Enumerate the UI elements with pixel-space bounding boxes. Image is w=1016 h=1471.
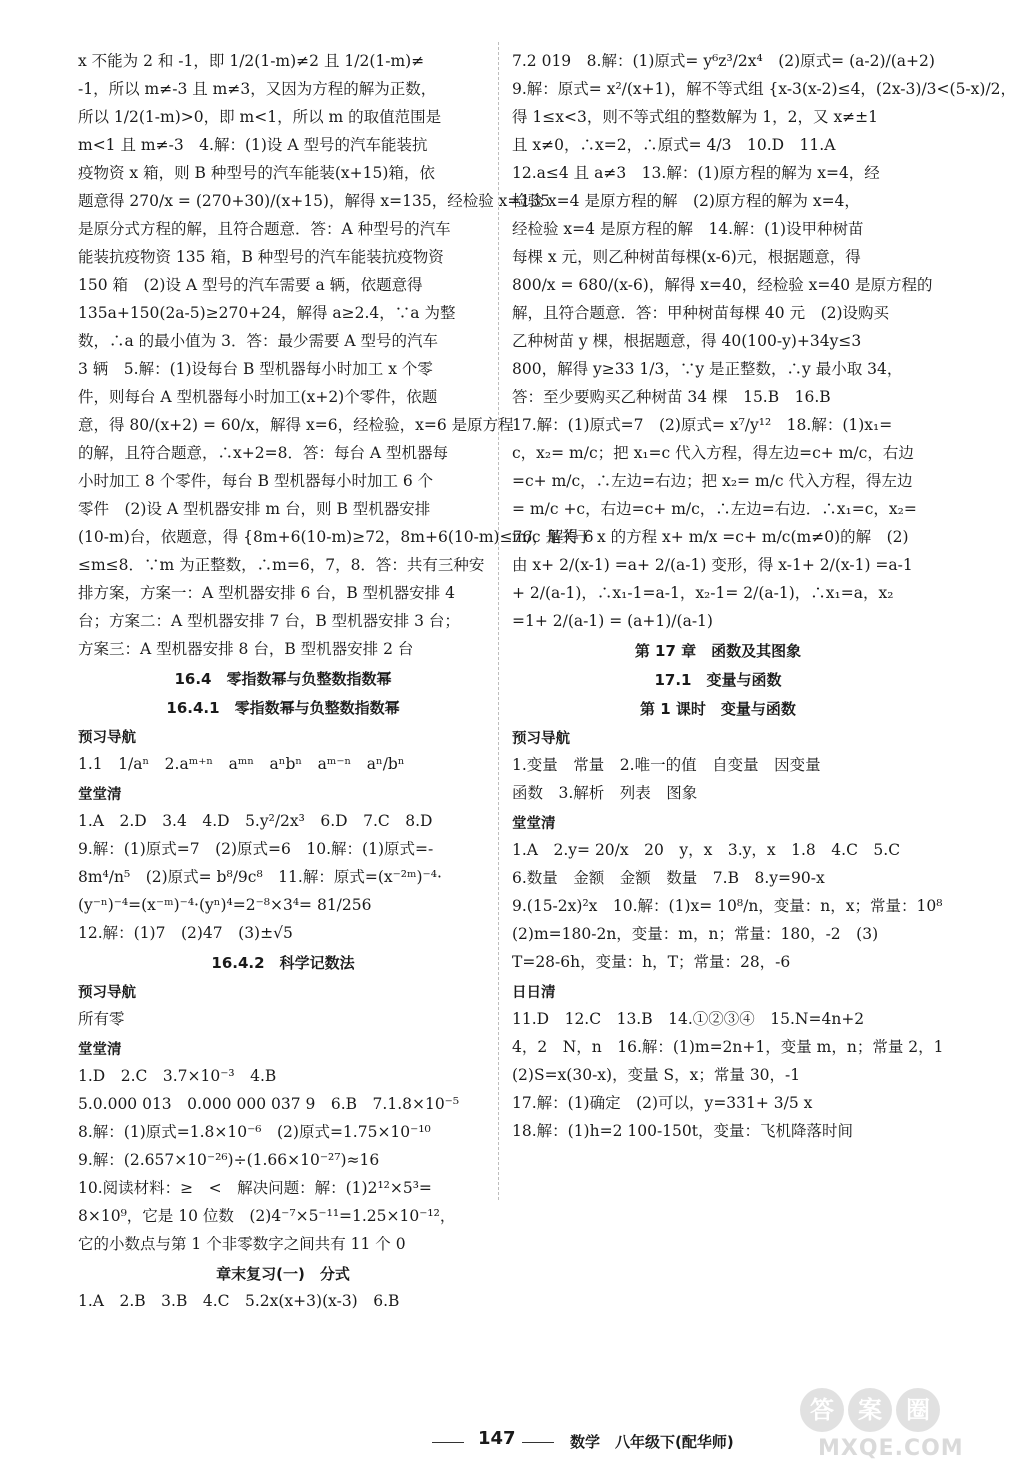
answer-line: 1.A 2.D 3.4 4.D 5.y²/2x³ 6.D 7.C 8.D [78, 812, 433, 830]
answer-line: 12.a≤4 且 a≠3 13.解：(1)原方程的解为 x=4，经 [512, 164, 880, 182]
answer-line: 1.D 2.C 3.7×10⁻³ 4.B [78, 1067, 277, 1085]
answer-line: 18.解：(1)h=2 100-150t，变量：飞机降落时间 [512, 1122, 854, 1140]
answer-line: = m/c +c，右边=c+ m/c，∴左边=右边．∴x₁=c，x₂= [512, 500, 917, 518]
answer-line: 8m⁴/n⁵ (2)原式= b⁸/9c⁸ 11.解：原式=(x⁻²ᵐ)⁻⁴· [78, 868, 442, 886]
answer-line: 的解，且符合题意，∴x+2=8．答：每台 A 型机器每 [78, 444, 448, 462]
answer-line: 8×10⁹，它是 10 位数 (2)4⁻⁷×5⁻¹¹=1.25×10⁻¹²， [78, 1207, 456, 1225]
answer-line: 排方案，方案一：A 型机器安排 6 台，B 型机器安排 4 [78, 584, 455, 602]
answer-line: =1+ 2/(a-1) = (a+1)/(a-1) [512, 612, 713, 630]
answer-line: 9.解：原式= x²/(x+1)，解不等式组 {x-3(x-2)≤4，(2x-3)/3<(5-x)/2， [512, 80, 1016, 98]
subject-label: 数学 八年级下(配华师) [570, 1433, 734, 1451]
section-heading: 16.4.1 零指数幂与负整数指数幂 [166, 699, 400, 717]
answer-line: 9.解：(2.657×10⁻²⁶)÷(1.66×10⁻²⁷)≈16 [78, 1151, 380, 1169]
answer-line: 每棵 x 元，则乙种树苗每棵(x-6)元，根据题意，得 [512, 248, 861, 266]
answer-line: 1.1 1/aⁿ 2.aᵐ⁺ⁿ aᵐⁿ aⁿbⁿ aᵐ⁻ⁿ aⁿ/bⁿ [78, 755, 405, 773]
answer-line: 答：至少要购买乙种树苗 34 棵 15.B 16.B [512, 388, 831, 406]
watermark-badge-3: 圈 [896, 1388, 940, 1432]
answer-line: 是原分式方程的解，且符合题意．答：A 种型号的汽车 [78, 220, 451, 238]
right-column [512, 52, 1016, 1150]
section-heading: 16.4.2 科学记数法 [211, 954, 355, 972]
answer-line: 135a+150(2a-5)≥270+24，解得 a≥2.4，∵a 为整 [78, 304, 456, 322]
answer-line: 12.解：(1)7 (2)47 (3)±√5 [78, 924, 293, 942]
answer-line: 台；方案二：A 型机器安排 7 台，B 型机器安排 3 台； [78, 612, 460, 630]
footer-dash-left [432, 1442, 464, 1443]
answer-line: m<1 且 m≠-3 4.解：(1)设 A 型号的汽车能装抗 [78, 136, 428, 154]
subsection-label: 堂堂清 [78, 787, 122, 803]
watermark-url: MXQE.COM [818, 1436, 964, 1461]
answer-line: 方案三：A 型机器安排 8 台，B 型机器安排 2 台 [78, 640, 414, 658]
section-heading: 第 1 课时 变量与函数 [640, 700, 796, 718]
answer-line: 9.解：(1)原式=7 (2)原式=6 10.解：(1)原式=- [78, 840, 434, 858]
answer-line: (2)S=x(30-x)，变量 S，x；常量 30，-1 [512, 1066, 801, 1084]
answer-line: 11.D 12.C 13.B 14.①②③④ 15.N=4n+2 [512, 1010, 865, 1028]
answer-line: 3 辆 5.解：(1)设每台 B 型机器每小时加工 x 个零 [78, 360, 433, 378]
subsection-label: 预习导航 [512, 731, 570, 747]
answer-line: 1.A 2.B 3.B 4.C 5.2x(x+3)(x-3) 6.B [78, 1292, 400, 1310]
answer-line: 6.数量 金额 金额 数量 7.B 8.y=90-x [512, 869, 825, 887]
answer-line: 9.(15-2x)²x 10.解：(1)x= 10⁸/n，变量：n，x；常量：10⁸ [512, 897, 943, 915]
answer-line: 经检验 x=4 是原方程的解 14.解：(1)设甲种树苗 [512, 220, 864, 238]
watermark-badge-1: 答 [800, 1388, 844, 1432]
answer-line: 150 箱 (2)设 A 型号的汽车需要 a 辆，依题意得 [78, 276, 423, 294]
answer-line: (10-m)台，依题意，得 {8m+6(10-m)≥72，8m+6(10-m)≤76，解得 6 [78, 528, 594, 546]
answer-line: 意，得 80/(x+2) = 60/x，解得 x=6，经检验，x=6 是原方程 [78, 416, 514, 434]
subsection-label: 堂堂清 [78, 1042, 122, 1058]
answer-line: 17.解：(1)确定 (2)可以，y=331+ 3/5 x [512, 1094, 813, 1112]
answer-line: 题意得 270/x = (270+30)/(x+15)，解得 x=135，经检验 x=135 [78, 192, 550, 210]
answer-line: m/c 是关于 x 的方程 x+ m/x =c+ m/c(m≠0)的解 (2) [512, 528, 909, 546]
answer-line: 且 x≠0，∴x=2，∴原式= 4/3 10.D 11.A [512, 136, 836, 154]
answer-line: 小时加工 8 个零件，每台 B 型机器每小时加工 6 个 [78, 472, 434, 490]
section-heading: 第 17 章 函数及其图象 [634, 642, 802, 660]
answer-line: 1.变量 常量 2.唯一的值 自变量 因变量 [512, 756, 821, 774]
answer-line: 7.2 019 8.解：(1)原式= y⁶z³/2x⁴ (2)原式= (a-2)/(a+2) [512, 52, 935, 70]
answer-line: 10.阅读材料：≥ < 解决问题：解：(1)2¹²×5³= [78, 1179, 432, 1197]
answer-line: 解，且符合题意．答：甲种树苗每棵 40 元 (2)设购买 [512, 304, 890, 322]
answer-line: 所以 1/2(1-m)>0，即 m<1，所以 m 的取值范围是 [78, 108, 442, 126]
answer-line: 得 1≤x<3，则不等式组的整数解为 1，2，又 x≠±1 [512, 108, 879, 126]
answer-line: 数，∴a 的最小值为 3．答：最少需要 A 型号的汽车 [78, 332, 439, 350]
answer-line: 它的小数点与第 1 个非零数字之间共有 11 个 0 [78, 1235, 406, 1253]
answer-line: -1，所以 m≠-3 且 m≠3，又因为方程的解为正数， [78, 80, 437, 98]
subsection-label: 预习导航 [78, 730, 136, 746]
page-number: 147 [478, 1428, 516, 1449]
subsection-label: 日日清 [512, 985, 556, 1001]
answer-line: ≤m≤8．∵m 为正整数，∴m=6，7，8．答：共有三种安 [78, 556, 485, 574]
answer-line: 检验 x=4 是原方程的解 (2)原方程的解为 x=4， [512, 192, 860, 210]
section-heading: 章末复习(一) 分式 [216, 1265, 350, 1283]
answer-line: 1.A 2.y= 20/x 20 y，x 3.y，x 1.8 4.C 5.C [512, 841, 901, 859]
watermark-logo [800, 1388, 990, 1468]
answer-line: 疫物资 x 箱，则 B 种型号的汽车能装(x+15)箱，依 [78, 164, 435, 182]
section-heading: 17.1 变量与函数 [654, 671, 782, 689]
right-line-list [512, 52, 1016, 1140]
answer-line: 由 x+ 2/(x-1) =a+ 2/(a-1) 变形，得 x-1+ 2/(x-1) =a-1 [512, 556, 913, 574]
subsection-label: 堂堂清 [512, 816, 556, 832]
answer-line: + 2/(a-1)，∴x₁-1=a-1，x₂-1= 2/(a-1)，∴x₁=a，x₂ [512, 584, 894, 602]
answer-line: 8.解：(1)原式=1.8×10⁻⁶ (2)原式=1.75×10⁻¹⁰ [78, 1123, 431, 1141]
section-heading: 16.4 零指数幂与负整数指数幂 [174, 670, 392, 688]
answer-line: 所有零 [78, 1010, 125, 1028]
answer-line: 乙种树苗 y 棵，根据题意，得 40(100-y)+34y≤3 [512, 332, 862, 350]
answer-line: =c+ m/c，∴左边=右边；把 x₂= m/c 代入方程，得左边 [512, 472, 913, 490]
watermark-badge-2: 案 [848, 1388, 892, 1432]
answer-line: (2)m=180-2n，变量：m，n；常量：180，-2 (3) [512, 925, 879, 943]
answer-line: x 不能为 2 和 -1，即 1/2(1-m)≠2 且 1/2(1-m)≠ [78, 52, 425, 70]
answer-line: T=28-6h，变量：h，T；常量：28，-6 [512, 953, 791, 971]
subsection-label: 预习导航 [78, 985, 136, 1001]
answer-line: 件，则每台 A 型机器每小时加工(x+2)个零件，依题 [78, 388, 438, 406]
answer-line: 能装抗疫物资 135 箱，B 种型号的汽车能装抗疫物资 [78, 248, 444, 266]
answer-line: (y⁻ⁿ)⁻⁴=(x⁻ᵐ)⁻⁴·(yⁿ)⁴=2⁻⁸×3⁴= 81/256 [78, 896, 372, 914]
footer-dash-right [522, 1442, 554, 1443]
answer-line: 800/x = 680/(x-6)，解得 x=40，经检验 x=40 是原方程的 [512, 276, 933, 294]
answer-line: 17.解：(1)原式=7 (2)原式= x⁷/y¹² 18.解：(1)x₁= [512, 416, 893, 434]
answer-line: c，x₂= m/c；把 x₁=c 代入方程，得左边=c+ m/c，右边 [512, 444, 914, 462]
answer-line: 5.0.000 013 0.000 000 037 9 6.B 7.1.8×10⁻⁵ [78, 1095, 460, 1113]
answer-line: 4，2 N，n 16.解：(1)m=2n+1，变量 m，n；常量 2，1 [512, 1038, 944, 1056]
answer-line: 800，解得 y≥33 1/3，∵y 是正整数，∴y 最小取 34， [512, 360, 903, 378]
answer-line: 零件 (2)设 A 型机器安排 m 台，则 B 型机器安排 [78, 500, 431, 518]
answer-line: 函数 3.解析 列表 图象 [512, 784, 698, 802]
